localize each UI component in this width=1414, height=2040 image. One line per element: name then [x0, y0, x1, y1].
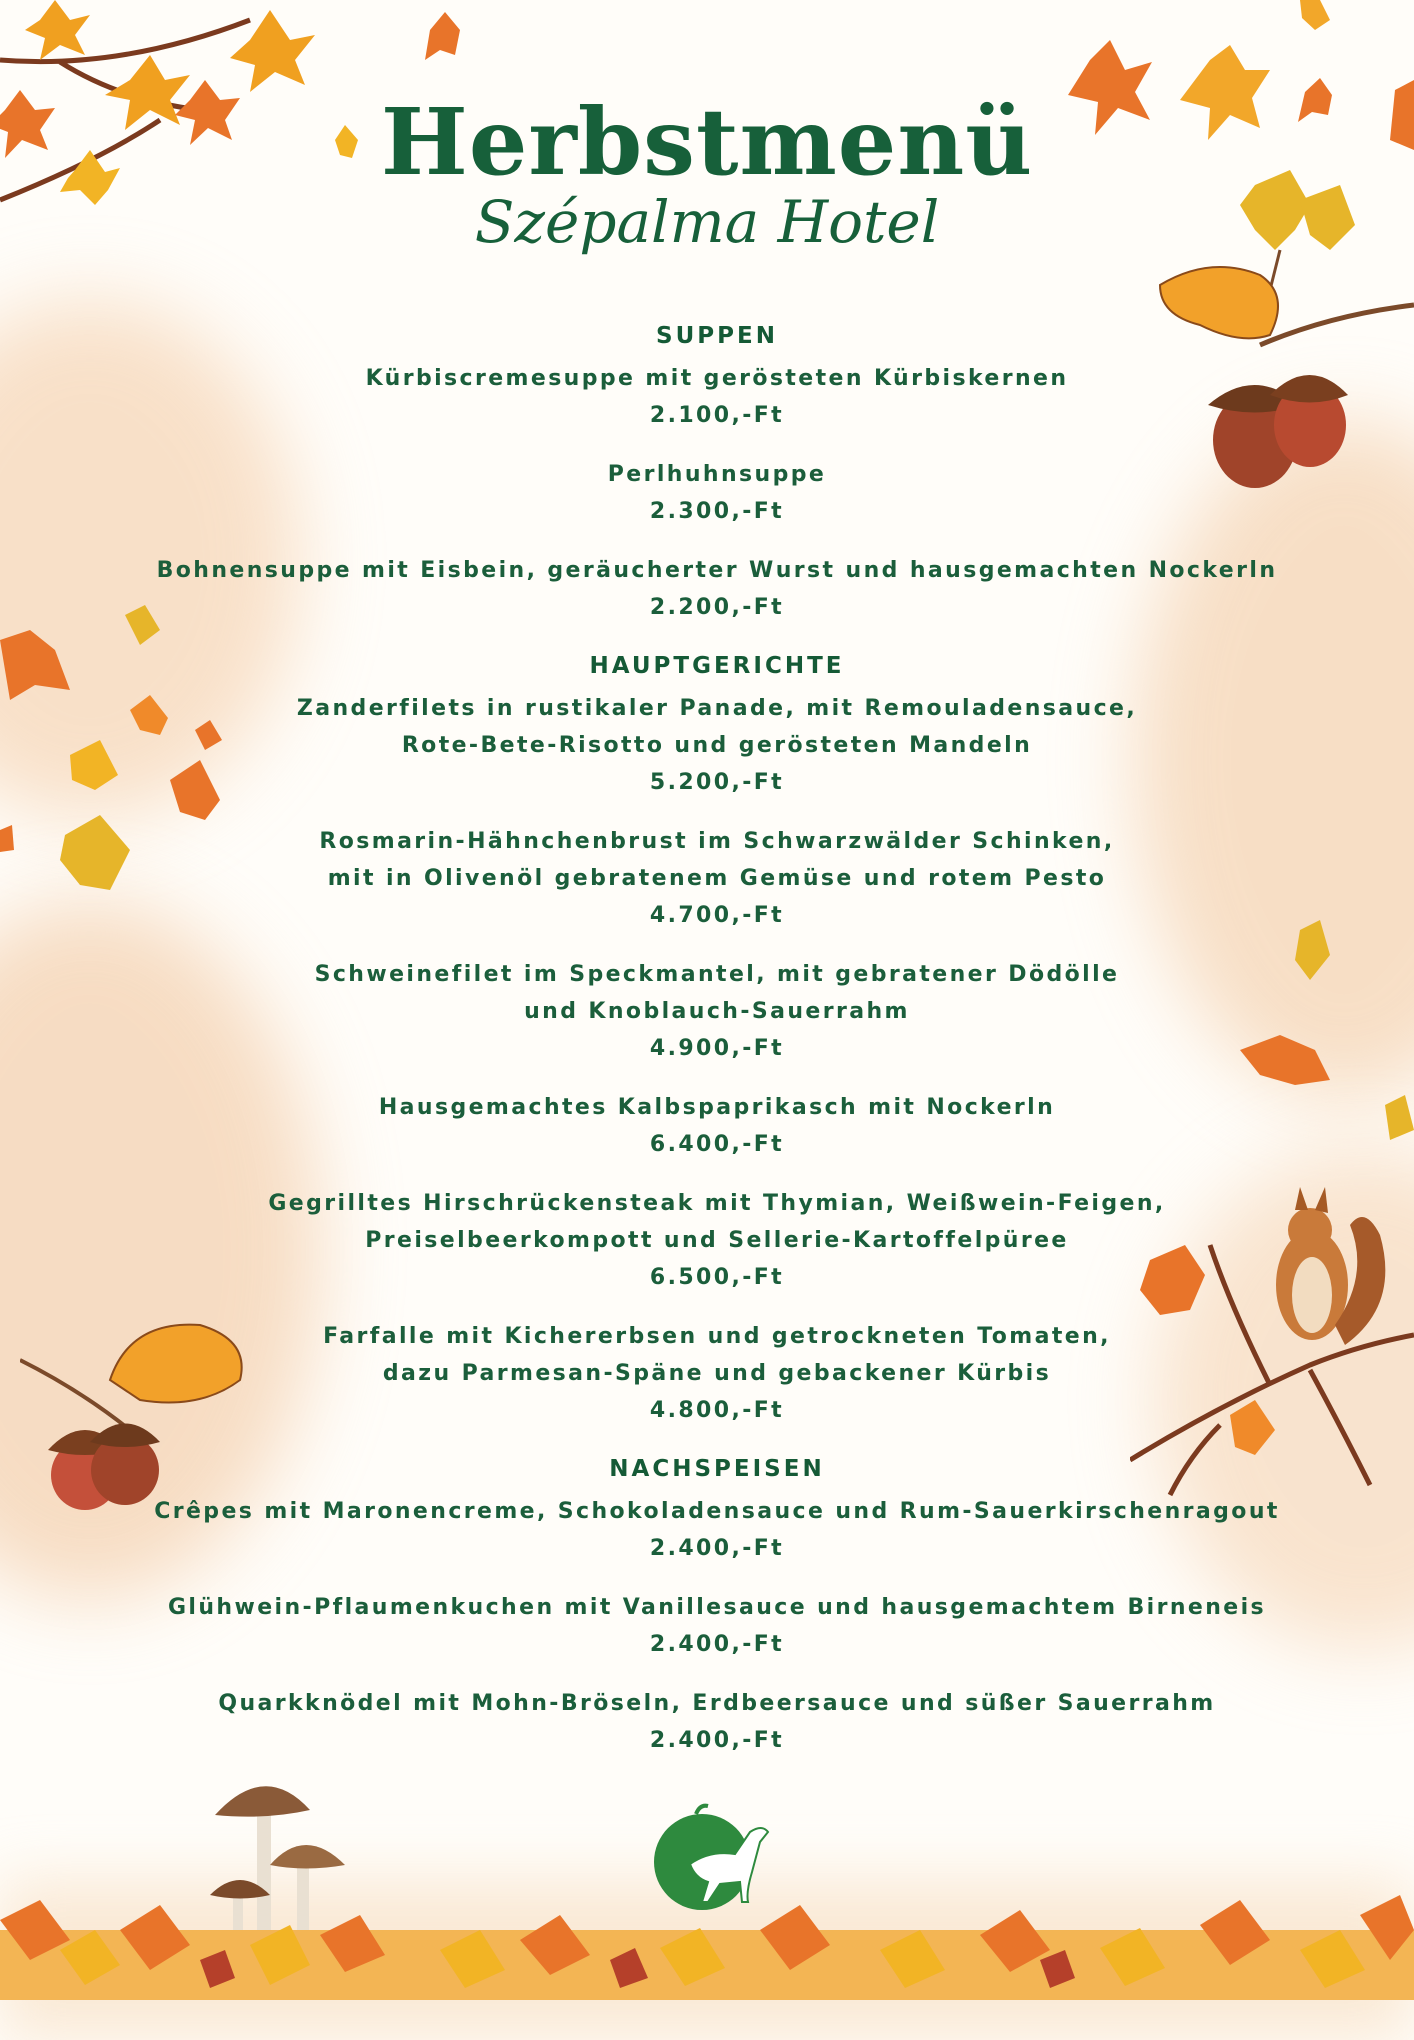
dish-price: 2.200,-Ft	[649, 595, 785, 620]
section-title: SUPPEN	[656, 323, 778, 349]
dish-name: dazu Parmesan-Späne und gebackener Kürbis	[382, 1361, 1052, 1386]
page-title: Herbstmenü	[380, 88, 1034, 196]
dish-name: Gegrilltes Hirschrückensteak mit Thymian, Weißwein-Feigen,	[268, 1191, 1166, 1216]
dish-name: Crêpes mit Maronencreme, Schokoladensauce und Rum-Sauerkirschenragout	[154, 1499, 1280, 1524]
dish-price: 6.500,-Ft	[649, 1265, 785, 1290]
dish-name: Schweinefilet im Speckmantel, mit gebratener Dödölle	[314, 962, 1120, 987]
section-title: NACHSPEISEN	[609, 1456, 825, 1482]
menu-item	[140, 1589, 1294, 1663]
dish-name: Rote-Bete-Risotto und gerösteten Mandeln	[401, 733, 1033, 758]
menu	[140, 318, 1294, 1781]
dish-name: Preiselbeerkompott und Sellerie-Kartoffelpüree	[365, 1228, 1069, 1253]
dish-price: 4.800,-Ft	[649, 1398, 785, 1423]
dish-price: 4.700,-Ft	[649, 903, 785, 928]
dish-name: Bohnensuppe mit Eisbein, geräucherter Wurst und hausgemachten Nockerln	[156, 558, 1278, 583]
dish-name: Kürbiscremesuppe mit gerösteten Kürbiskernen	[365, 366, 1069, 391]
dish-name: Farfalle mit Kichererbsen und getrockneten Tomaten,	[323, 1324, 1111, 1349]
menu-item	[140, 360, 1294, 434]
dish-price: 6.400,-Ft	[649, 1132, 785, 1157]
dish-name: Rosmarin-Hähnchenbrust im Schwarzwälder Schinken,	[319, 829, 1115, 854]
dish-name: Glühwein-Pflaumenkuchen mit Vanillesauce und hausgemachtem Birneneis	[167, 1595, 1267, 1620]
dish-name: Zanderfilets in rustikaler Panade, mit Remouladensauce,	[296, 696, 1138, 721]
dish-name: Perlhuhnsuppe	[607, 462, 827, 487]
dish-name: Hausgemachtes Kalbspaprikasch mit Nockerln	[378, 1095, 1056, 1120]
dish-name: Quarkknödel mit Mohn-Bröseln, Erdbeersauce und süßer Sauerrahm	[218, 1691, 1216, 1716]
menu-item	[140, 1493, 1294, 1567]
menu-section-nachspeisen	[140, 1451, 1294, 1759]
menu-item	[140, 1089, 1294, 1163]
dish-price: 2.100,-Ft	[649, 403, 785, 428]
dish-name: und Knoblauch-Sauerrahm	[524, 999, 910, 1024]
dish-price: 4.900,-Ft	[649, 1036, 785, 1061]
menu-item	[140, 1685, 1294, 1759]
menu-item	[140, 456, 1294, 530]
dish-price: 2.400,-Ft	[649, 1728, 785, 1753]
menu-item	[140, 1185, 1294, 1296]
menu-item	[140, 823, 1294, 934]
dish-name: mit in Olivenöl gebratenem Gemüse und rotem Pesto	[327, 866, 1107, 891]
page-subtitle: Szépalma Hotel	[474, 188, 940, 256]
menu-item	[140, 956, 1294, 1067]
section-title: HAUPTGERICHTE	[589, 653, 845, 679]
menu-section-suppen	[140, 318, 1294, 626]
menu-item	[140, 552, 1294, 626]
dish-price: 2.400,-Ft	[649, 1632, 785, 1657]
menu-item	[140, 690, 1294, 801]
menu-item	[140, 1318, 1294, 1429]
horse-apple-logo-icon	[650, 1802, 780, 1912]
dish-price: 2.400,-Ft	[649, 1536, 785, 1561]
dish-price: 5.200,-Ft	[649, 770, 785, 795]
dish-price: 2.300,-Ft	[649, 499, 785, 524]
menu-section-hauptgerichte	[140, 648, 1294, 1429]
